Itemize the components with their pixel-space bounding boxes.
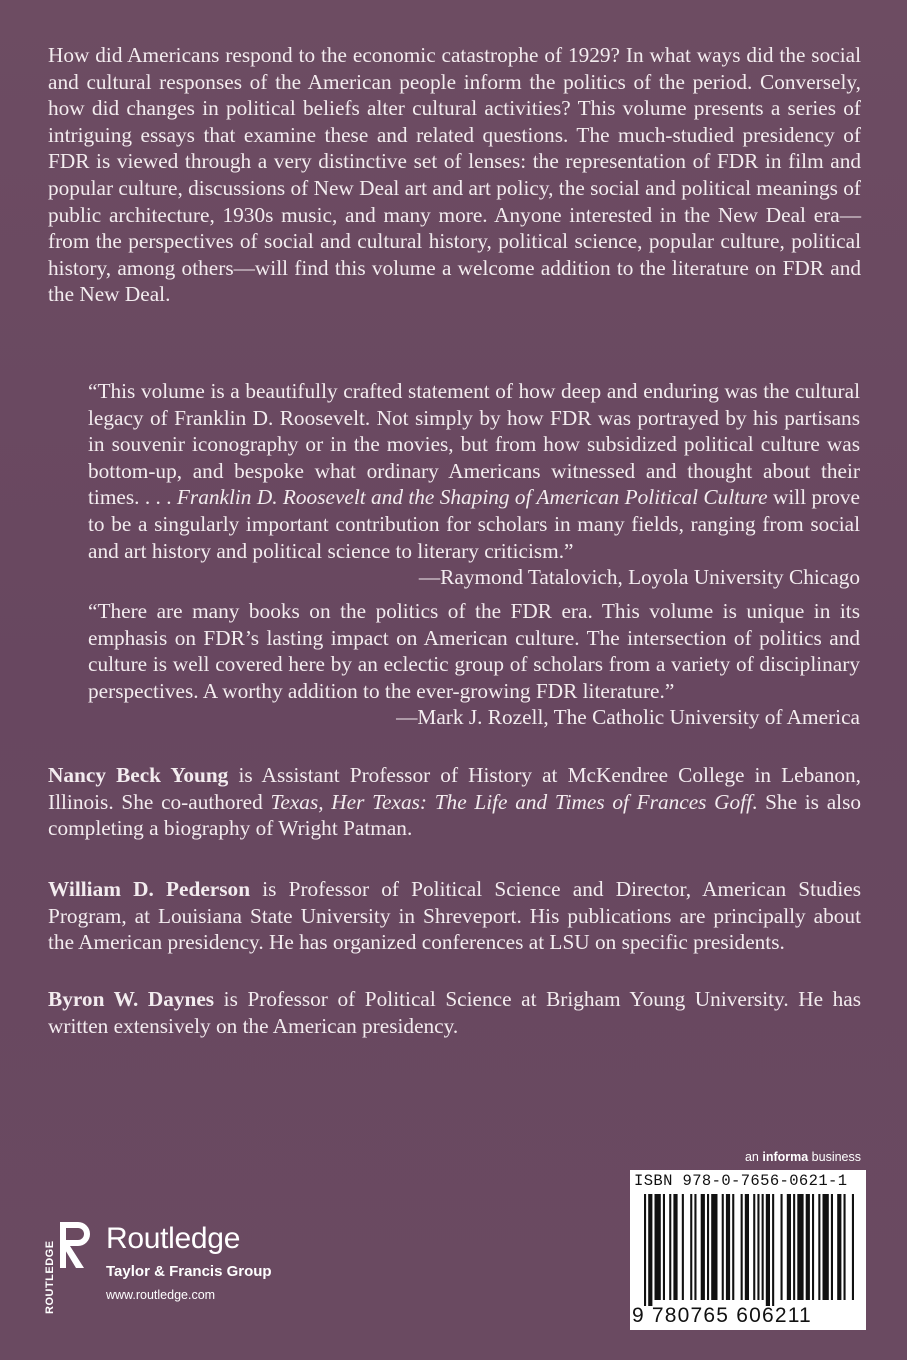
barcode-bar bbox=[732, 1194, 734, 1300]
barcode-bar bbox=[682, 1194, 684, 1300]
review-quote-rozell bbox=[88, 598, 860, 731]
barcode-bar bbox=[762, 1194, 764, 1300]
publisher-name: Routledge bbox=[106, 1222, 241, 1255]
barcode-bar bbox=[787, 1194, 791, 1300]
barcode-bar bbox=[812, 1194, 814, 1300]
barcode-bar bbox=[741, 1194, 743, 1300]
barcode-bar bbox=[655, 1194, 661, 1300]
barcode-digits: 9 780765 606211 bbox=[632, 1304, 812, 1327]
book-description: How did Americans respond to the economic catastrophe of 1929? In what ways did the social and cultural responses of the American people inform the politics of the period. Conversely, how did changes in political beliefs alter cultural activities? This volume presents a series of intriguing essays that examine these and related questions. The much-studied presidency of FDR is viewed through a very distinctive set of lenses: the representation of FDR in film and popular culture, discussions of New Deal art and art policy, the social and political meanings of public architecture, 1930s music, and many more. Anyone interested in the New Deal era—from the perspectives of social and cultural history, political science, popular culture, political history, among others—will find this volume a welcome addition to the literature on FDR and the New Deal. bbox=[48, 43, 861, 307]
informa-prefix: an bbox=[744, 1150, 763, 1164]
publisher-logo bbox=[40, 1218, 300, 1318]
barcode-bar bbox=[818, 1194, 820, 1300]
author-name: Byron W. Daynes bbox=[48, 987, 215, 1011]
author-bio-pederson bbox=[48, 876, 861, 956]
author-bio-daynes bbox=[48, 986, 861, 1039]
routledge-mark-icon bbox=[40, 1218, 90, 1316]
barcode-bar bbox=[673, 1194, 677, 1300]
quote-attribution: —Mark J. Rozell, The Catholic University of America bbox=[396, 705, 860, 730]
bio-text: is Assistant Professor of History at McKendree College in Lebanon, Illinois. She co-authored bbox=[48, 763, 862, 814]
bio-text: is Professor of Political Science and Director, American Studies Program, at Louisiana State University in Shreveport. His publications are principally about the American presidency. He has organized conferences at LSU on specific presidents. bbox=[48, 877, 861, 955]
barcode-bar bbox=[722, 1194, 724, 1300]
author-bio-young bbox=[48, 762, 861, 842]
isbn-label: ISBN 978-0-7656-0621-1 bbox=[634, 1172, 848, 1190]
barcode-bar bbox=[707, 1194, 709, 1300]
barcode-bar bbox=[753, 1194, 755, 1300]
barcode-bar bbox=[644, 1194, 646, 1306]
barcode-bar bbox=[806, 1194, 810, 1300]
isbn-barcode bbox=[630, 1170, 866, 1330]
bio-text: is Professor of Political Science at Brigham Young University. He has written extensively on the American presidency. bbox=[48, 987, 862, 1038]
barcode-bar bbox=[772, 1194, 774, 1306]
publisher-url: www.routledge.com bbox=[106, 1288, 216, 1302]
barcode-bar bbox=[766, 1194, 770, 1306]
barcode-bars bbox=[634, 1194, 862, 1306]
barcode-bar bbox=[726, 1194, 730, 1300]
barcode-bar bbox=[669, 1194, 671, 1300]
bio-book-title: Texas, Her Texas: The Life and Times of Frances Goff bbox=[270, 789, 753, 814]
barcode-bar bbox=[823, 1194, 829, 1300]
barcode-bar bbox=[797, 1194, 803, 1300]
informa-tagline bbox=[745, 1150, 861, 1164]
review-quote-tatalovich bbox=[88, 378, 860, 591]
informa-suffix: business bbox=[808, 1150, 861, 1164]
author-name: William D. Pederson bbox=[48, 877, 251, 901]
quote-attribution: —Raymond Tatalovich, Loyola University Chicago bbox=[418, 565, 860, 590]
quote-text: “There are many books on the politics of the FDR era. This volume is unique in its emphasis on FDR’s lasting impact on American culture. The intersection of politics and culture is well covered here by an eclectic group of scholars from a variety of disciplinary perspectives. A worthy addition to the ever-growing FDR literature.” bbox=[88, 599, 860, 703]
barcode-bar bbox=[745, 1194, 749, 1300]
quote-text: “This volume is a beautifully crafted statement of how deep and enduring was the cultural legacy of Franklin D. Roosevelt. Not simply by how FDR was portrayed by his partisans in souvenir iconography or in the movies, but from how subsidized political culture was bottom-up, and bespoke what ordinary Americans witnessed and thought about their times. . . . bbox=[88, 379, 860, 510]
barcode-bar bbox=[781, 1194, 783, 1300]
barcode-bar bbox=[757, 1194, 759, 1300]
barcode-bar bbox=[648, 1194, 652, 1306]
informa-brand: informa bbox=[762, 1150, 809, 1164]
routledge-mark-text: ROUTLEDGE bbox=[44, 1240, 56, 1314]
barcode-bar bbox=[844, 1194, 846, 1300]
barcode-bar bbox=[690, 1194, 692, 1300]
barcode-bar bbox=[852, 1194, 854, 1300]
barcode-bar bbox=[793, 1194, 795, 1300]
barcode-bar bbox=[694, 1194, 696, 1300]
barcode-bar bbox=[701, 1194, 705, 1300]
quote-book-title: Franklin D. Roosevelt and the Shaping of American Political Culture bbox=[176, 485, 768, 510]
publisher-group: Taylor & Francis Group bbox=[106, 1263, 272, 1280]
quote-text: will prove to be a singularly important contribution for scholars in many fields, ranging from social and art history and political science to literary criticism.” bbox=[88, 485, 860, 563]
barcode-bar bbox=[837, 1194, 841, 1300]
author-name: Nancy Beck Young bbox=[48, 763, 229, 787]
barcode-bar bbox=[711, 1194, 717, 1300]
bio-text: . She is also completing a biography of Wright Patman. bbox=[48, 789, 861, 841]
barcode-bar bbox=[663, 1194, 665, 1300]
barcode-bar bbox=[831, 1194, 833, 1300]
